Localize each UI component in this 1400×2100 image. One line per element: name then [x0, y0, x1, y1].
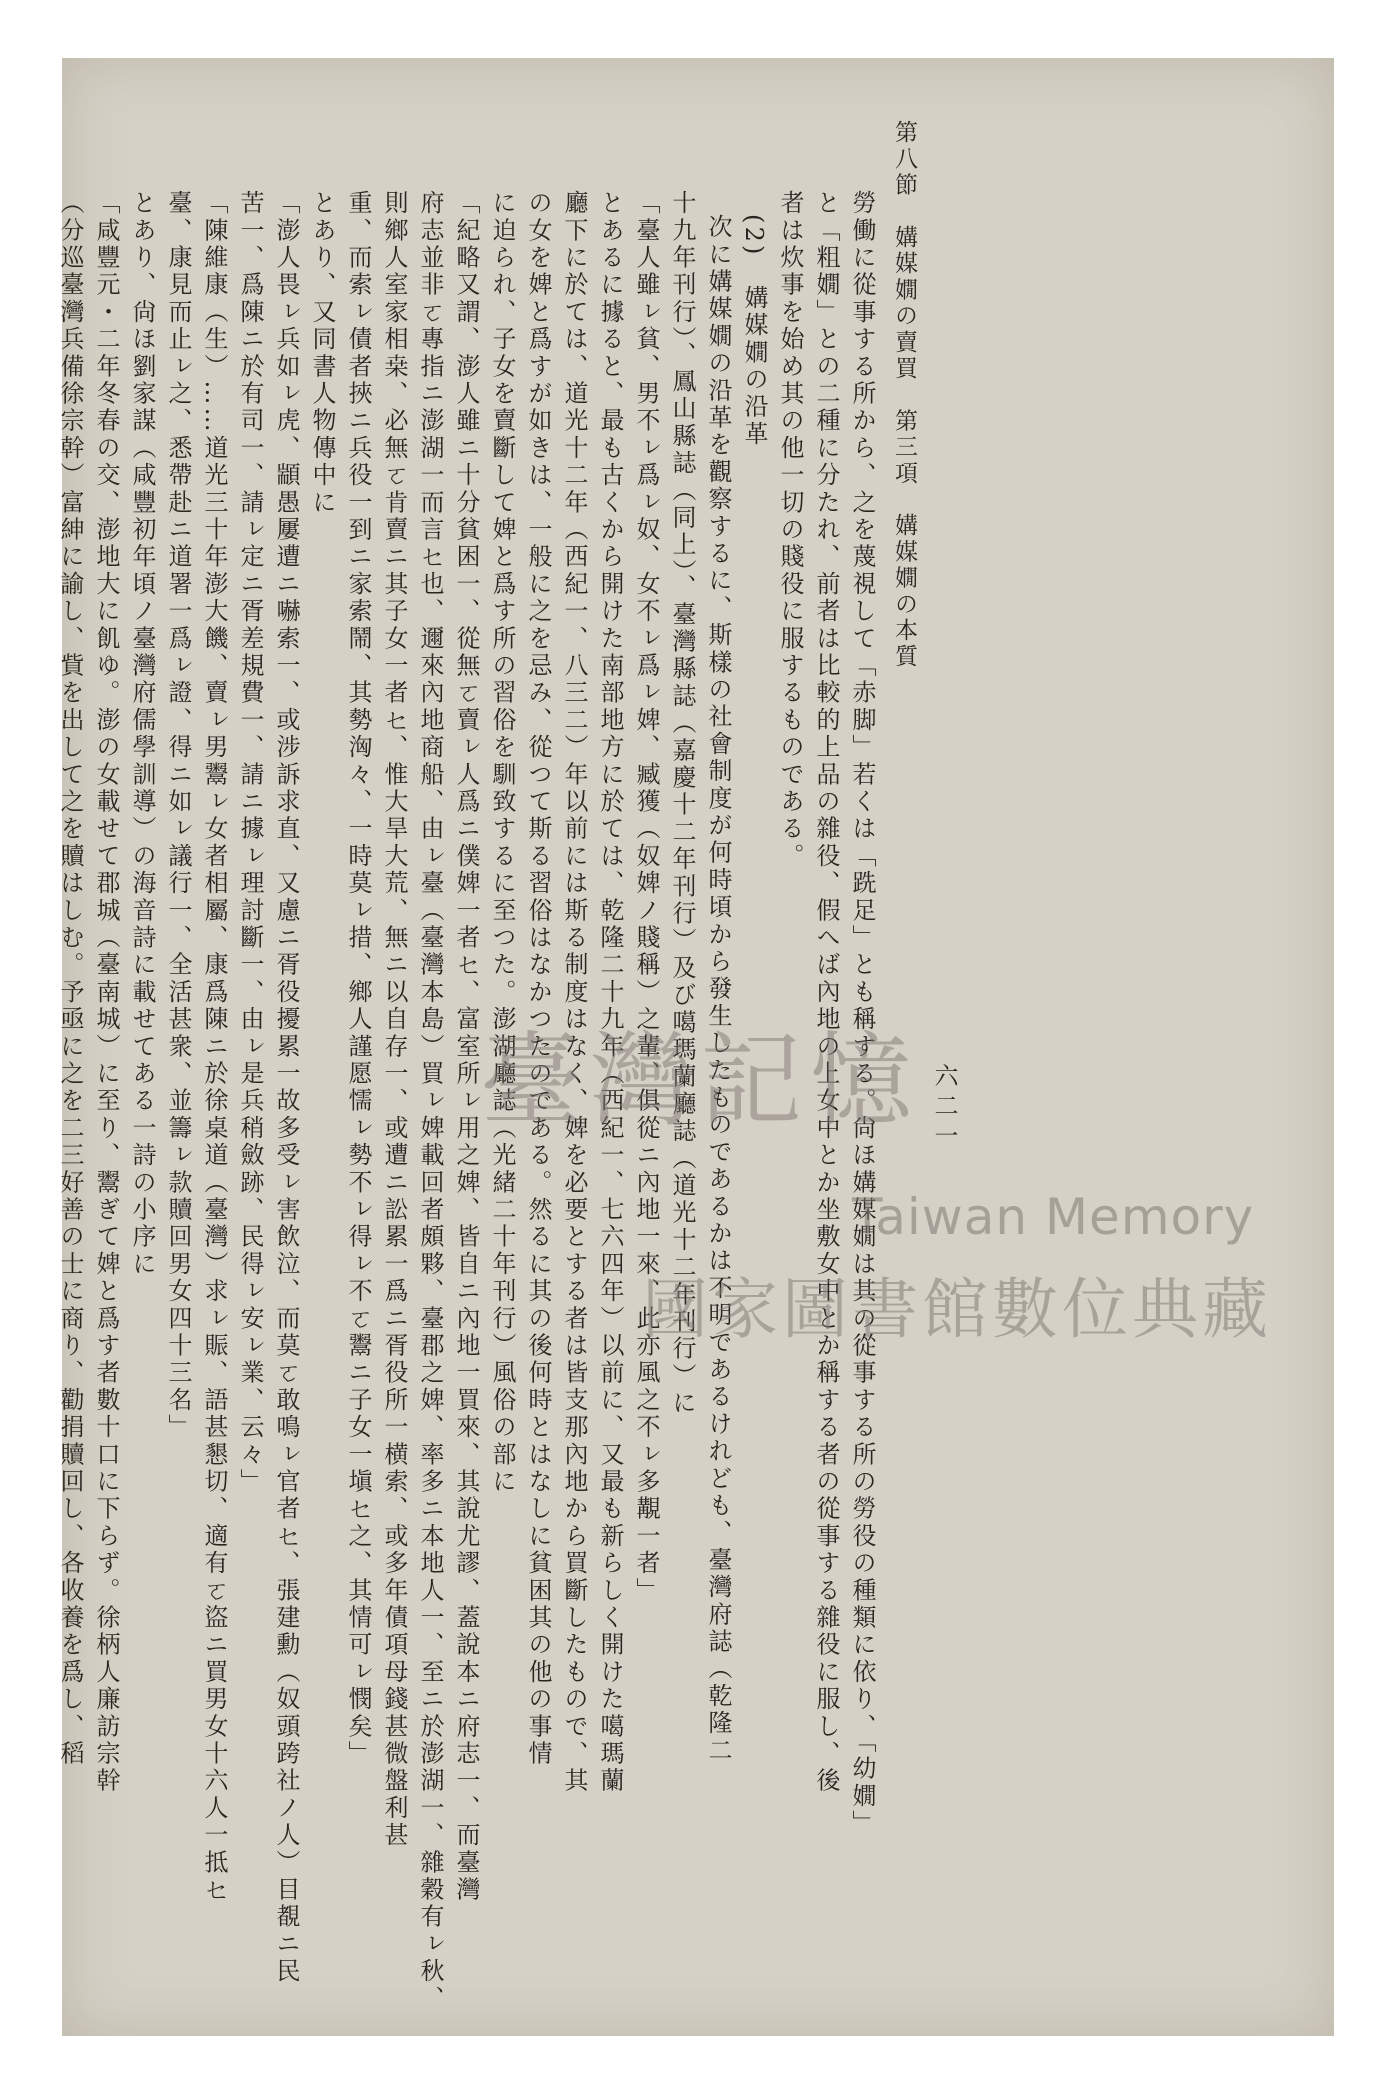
section-heading: (2) 媾媒嫺の沿革 [740, 214, 768, 448]
text-column: 苦一、爲陳ニ於有司一、請ㇾ定ニ胥差規費一、請ニ據ㇾ理討斷一、由ㇾ是兵稍斂跡、民得ㇾ安ㇾ業、云々」 [236, 190, 264, 1496]
text-column: 重、而索ㇾ債者挾ニ兵役一到ニ家索鬧、其勢洶々、一時莫ㇾ措、鄉人謹愿懦ㇾ勢不ㇾ得ㇾ不ㆦ鬻ニ子女一塡ㆤ之、其情可ㇾ憫矣」 [344, 190, 372, 1768]
text-column: 廳下に於ては、道光十二年（西紀一、八三二）年以前には斯る制度はなく、婢を必要とする者は皆支那內地から買斷したもので、其 [560, 190, 588, 1795]
text-column: 「咸豐元・二年冬春の交、澎地大に飢ゆ。澎の女載せて郡城（臺南城）に至り、鬻ぎて婢と爲す者數十口に下らず。徐柄人廉訪宗幹 [92, 190, 120, 1795]
text-column: 府志並非ㆦ專指ニ澎湖一而言ㆤ也、邇來內地商船、由ㇾ臺（臺灣本島）買ㇾ婢載回者頗夥、臺郡之婢、率多ニ本地人一、至ニ於澎湖一、雜穀有ㇾ秋、 [416, 190, 444, 2013]
text-column: とあり、尙ほ劉家謀（咸豐初年頃ノ臺灣府儒學訓導）の海音詩に載せてある一詩の小序に [128, 190, 156, 1278]
watermark-library: 國家圖書館數位典藏 [642, 1271, 1272, 1348]
text-column: 「陳維康（生）……道光三十年澎大饑、賣ㇾ男鬻ㇾ女者相屬、康爲陳ニ於徐桌道（臺灣）求ㇾ賑、語甚懇切、適有ㆦ盜ニ買男女十六人一抵ㆤ [200, 190, 228, 1904]
text-column: 者は炊事を始め其の他一切の賤役に服するものである。 [776, 190, 804, 870]
text-column: と「粗嫺」との二種に分たれ、前者は比較的上品の雜役、假へば內地の上女中とか坐敷女中とか稱する者の從事する雜役に服し、後 [812, 190, 840, 1795]
text-column: 「澎人畏ㇾ兵如ㇾ虎、顓愚屢遭ニ嚇索一、或涉訴求直、又慮ニ胥役擾累一故多受ㇾ害飲泣、而莫ㆦ敢鳴ㇾ官者ㆤ、張建勳（奴頭跨社ノ人）目覩ニ民 [272, 190, 300, 1986]
page-number: 六二一 [930, 1063, 958, 1153]
running-header: 第八節 媾媒嫺の賣買 第三項 媾媒嫺の本質 [891, 120, 917, 671]
watermark-logo: 臺灣記憶 [480, 1022, 920, 1141]
text-column: 「紀略又謂、澎人雖ニ十分貧困一、從無ㆦ賣ㇾ人爲ニ僕婢一者ㆤ、富室所ㇾ用之婢、皆自ニ內地一買來、其說尤謬、蓋說本ニ府志一、而臺灣 [452, 190, 480, 1904]
text-column: 勞働に從事する所から、之を蔑視して「赤脚」若くは「跣足」とも稱する。尙ほ媾媒嫺は其の從事する所の勞役の種類に依り、「幼嫺」 [848, 190, 876, 1838]
text-column: 則鄉人室家相桒、必無ㆦ肯賣ニ其子女一者ㆤ、惟大旱大荒、無ニ以自存一、或遭ニ訟累一爲ニ胥役所一横索、或多年債項母錢甚微盤利甚 [380, 190, 408, 1850]
text-column: 「臺人雖ㇾ貧、男不ㇾ爲ㇾ奴、女不ㇾ爲ㇾ婢、臧獲（奴婢ノ賤稱）之輩、俱從ニ內地一來、此亦風之不ㇾ多覯一者」 [632, 190, 660, 1605]
text-column: とあり、又同書人物傳中に [308, 190, 336, 517]
text-column: に迫られ、子女を賣斷して婢と爲す所の習俗を馴致するに至つた。澎湖廳誌（光緒二十年刊行）風俗の部に [488, 190, 516, 1496]
text-column: 次に媾媒嫺の沿革を觀察するに、斯樣の社會制度が何時頃から發生したものであるかは不明であるけれども、臺灣府誌（乾隆二 [704, 214, 732, 1765]
text-column: の女を婢と爲すが如きは、一般に之を忌み、從つて斯る習俗はなかつたのである。然るに其の後何時とはなしに貧困其の他の事情 [524, 190, 552, 1768]
text-column: （分巡臺灣兵備徐宗幹）富紳に諭し、貲を出して之を贖はしむ。予亟に之を二三好善の士に商り、勸捐贖回し、各收養を爲し、稻 [56, 190, 84, 1768]
text-column: 臺、康見而止ㇾ之、悉帶赴ニ道署一爲ㇾ證、得ニ如ㇾ議行一、全活甚衆、並籌ㇾ款贖回男女四十三名」 [164, 190, 192, 1442]
text-column: 十九年刊行）、鳳山縣誌（同上）、臺灣縣誌（嘉慶十二年刊行）及び噶瑪蘭廳誌（道光十二年刊行）に [668, 190, 696, 1418]
text-column: とあるに據ると、最も古くから開けた南部地方に於ては、乾隆二十九年（西紀一、七六四年）以前に、又最も新らしく開けた噶瑪蘭 [596, 190, 624, 1795]
watermark-english: Taiwan Memory [852, 1188, 1255, 1246]
